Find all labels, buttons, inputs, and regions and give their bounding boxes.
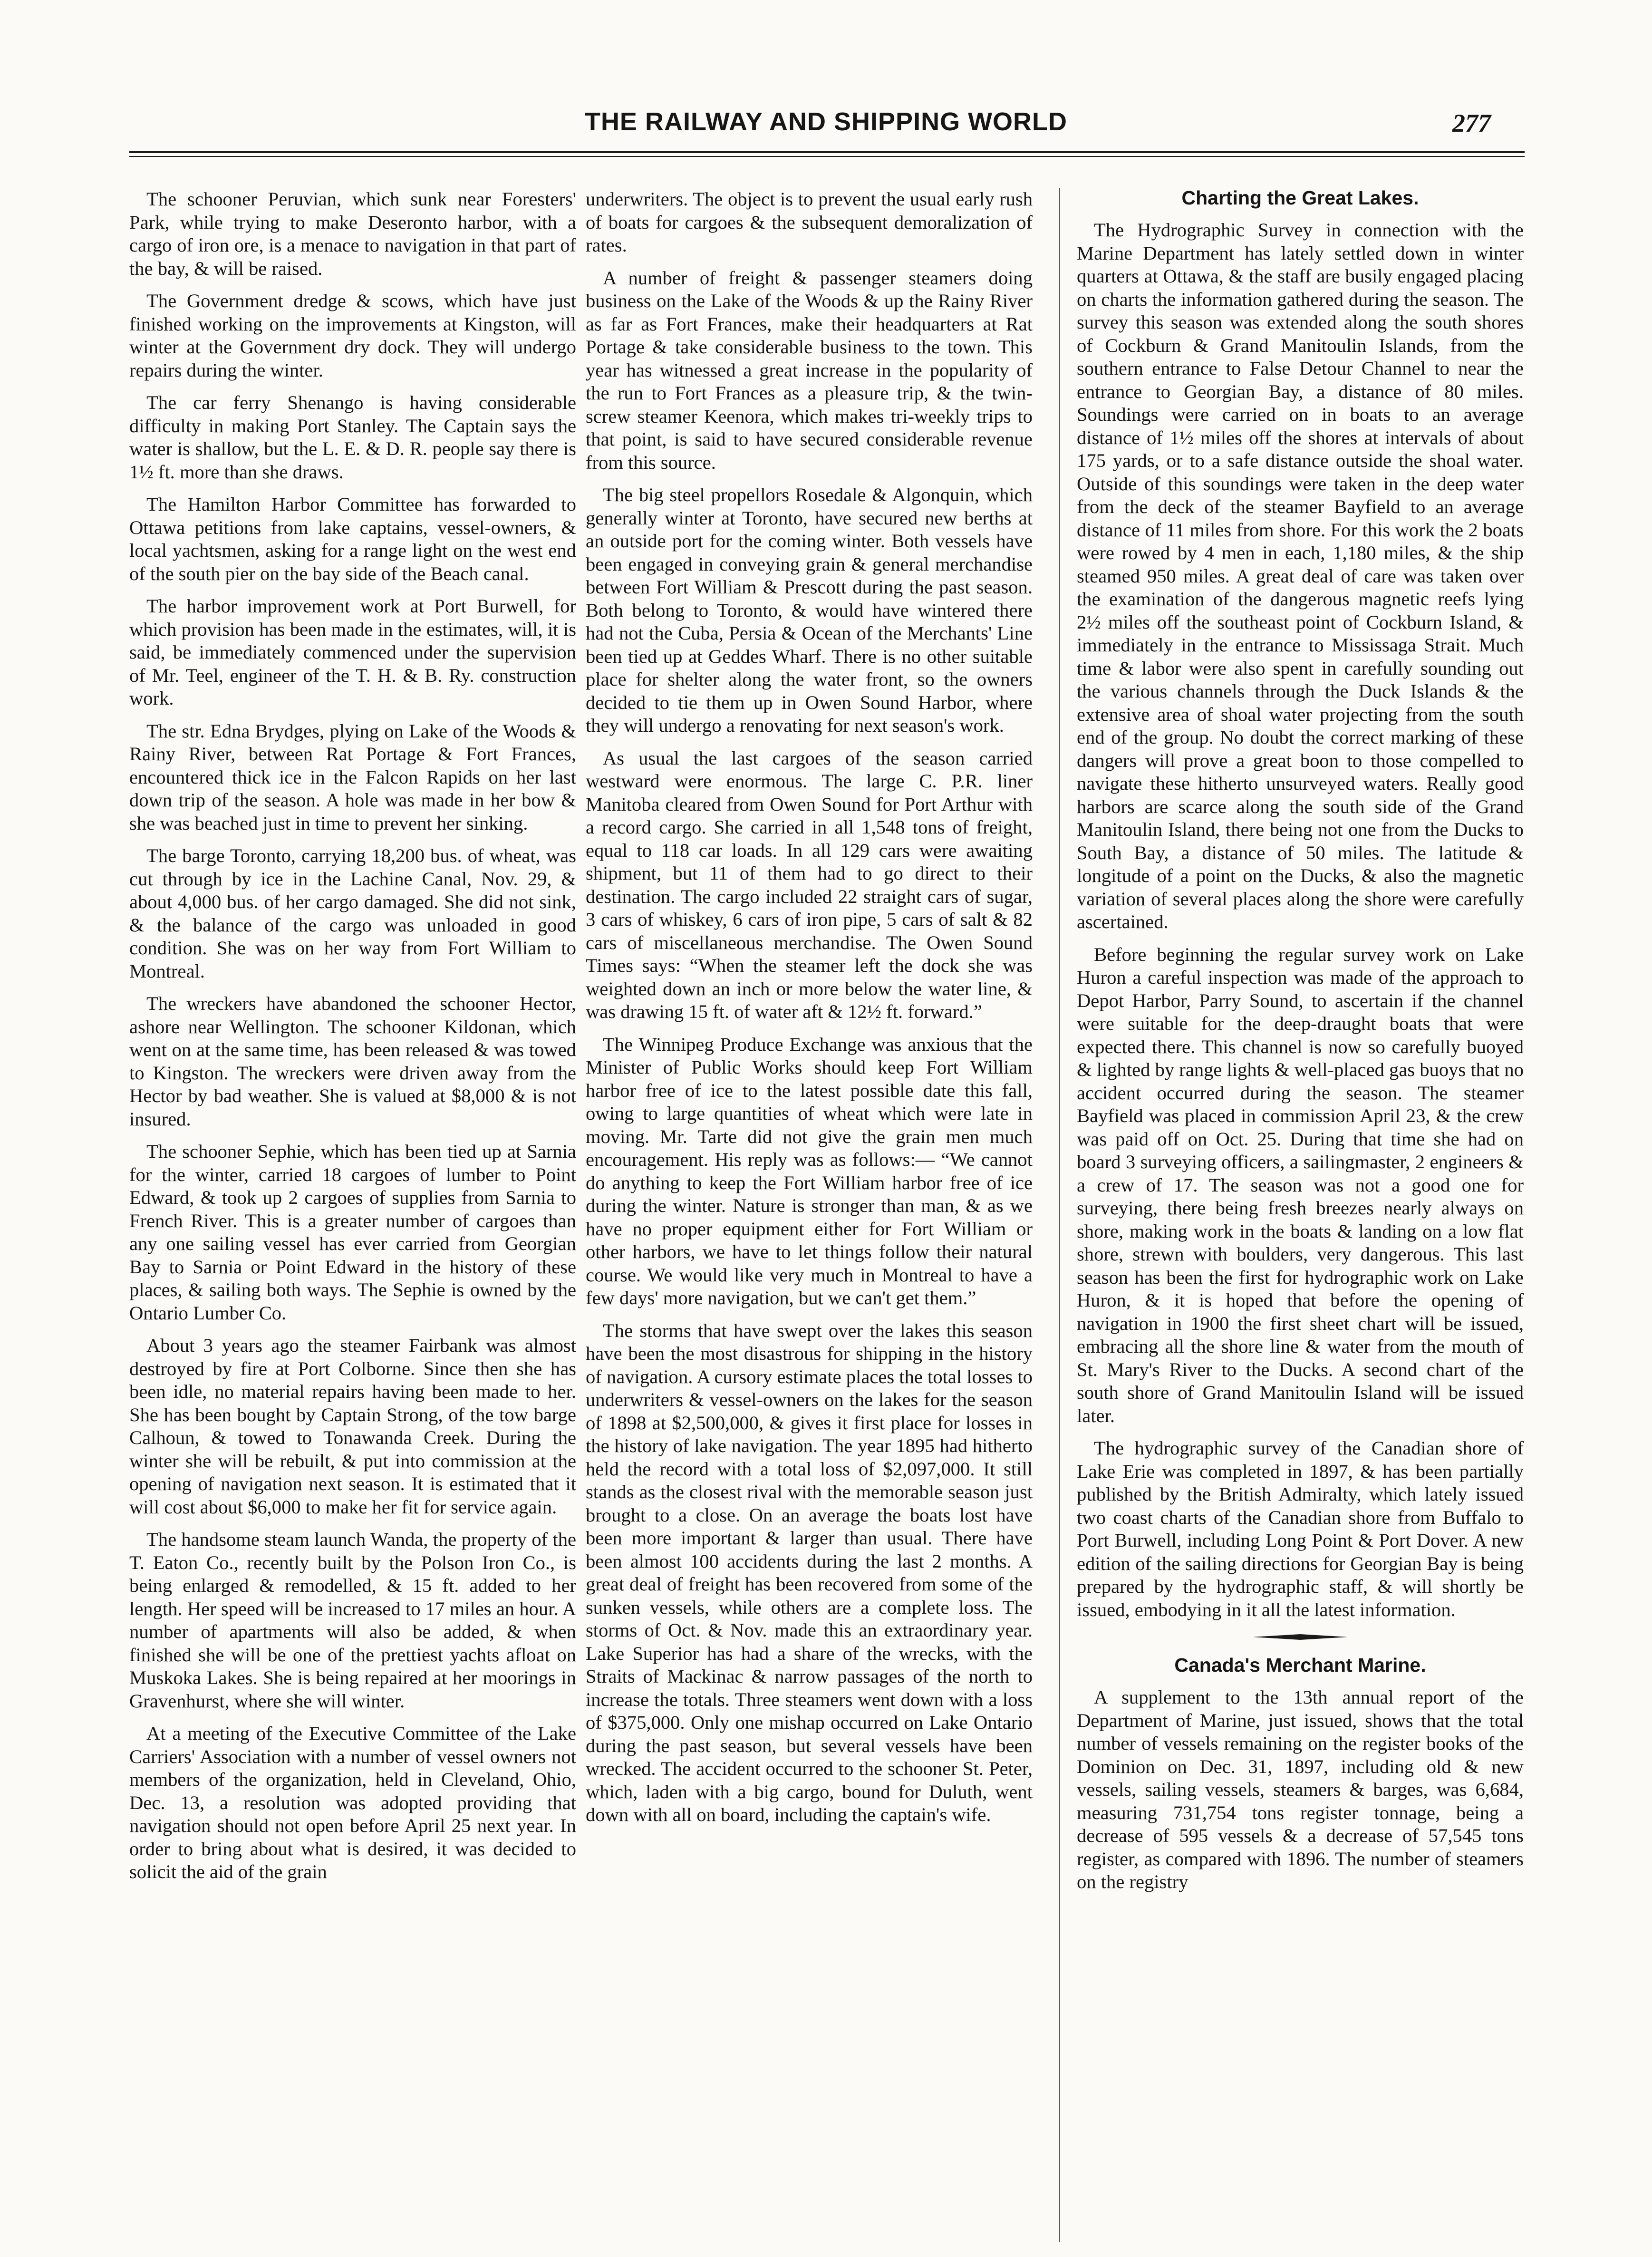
page-number: 277 bbox=[1452, 109, 1491, 137]
section-heading: Canada's Merchant Marine. bbox=[1174, 1654, 1426, 1676]
header-rule bbox=[129, 151, 1525, 153]
article-paragraph: A number of freight & passenger steamers doing business on the Lake of the Woods & up the Rainy River as far as Fort Frances, make their headquarters at Rat Portage & take considerable business to the town. This year has witnessed a great increase in the popularity of the run to Fort Frances as a pleasure trip, & the twin-screw steamer Keenora, which makes tri-weekly trips to that point, is said to have secured considerable revenue from this source. bbox=[586, 267, 1033, 473]
article-paragraph: At a meeting of the Executive Committee of the Lake Carriers' Association with a number of vessel owners not members of the organization, held in Cleveland, Ohio, Dec. 13, a resolution was adopted providing that navigation should not open before April 25 next year. In order to bring about what is desired, it was decided to solicit the aid of the grain bbox=[129, 1723, 576, 1882]
article-paragraph: The str. Edna Brydges, plying on Lake of the Woods & Rainy River, between Rat Portage & Fort Frances, encountered thick ice in the Falcon Rapids on her last down trip of the season. A hole was made in her bow & she was beached just in time to prevent her sinking. bbox=[129, 720, 576, 834]
article-paragraph: The Winnipeg Produce Exchange was anxious that the Minister of Public Works should keep Fort William harbor free of ice to the latest possible date this fall, owing to large quantities of wheat which were late in moving. Mr. Tarte did not give the grain men much encouragement. His reply was as follows:— “We cannot do anything to keep the Fort William harbor free of ice during the winter. Nature is stronger than man, & as we have no proper equipment either for Fort William or other harbors, we have to let things follow their natural course. We would like very much in Montreal to have a few days' more navigation, but we can't get them.” bbox=[586, 1033, 1033, 1308]
article-paragraph: As usual the last cargoes of the season carried westward were enormous. The large C. P.R. liner Manitoba cleared from Owen Sound for Port Arthur with a record cargo. She carried in all 1,548 tons of freight, equal to 118 car loads. In all 129 cars were awaiting shipment, but 11 of them had to go direct to their destination. The cargo included 22 straight cars of sugar, 3 cars of whiskey, 6 cars of iron pipe, 5 cars of salt & 82 cars of miscellaneous merchandise. The Owen Sound Times says: “When the steamer left the dock she was weighted down an inch or more below the water line, & was drawing 15 ft. of water aft & 12½ ft. forward.” bbox=[586, 747, 1033, 1022]
article-paragraph: The barge Toronto, carrying 18,200 bus. of wheat, was cut through by ice in the Lachine Canal, Nov. 29, & about 4,000 bus. of her cargo damaged. She did not sink, & the balance of the cargo was unloaded in good condition. She was on her way from Fort William to Montreal. bbox=[129, 845, 576, 982]
column-2 bbox=[586, 188, 1033, 1827]
article-paragraph: The Hamilton Harbor Committee has forwarded to Ottawa petitions from lake captains, vessel-owners, & local yachtsmen, asking for a range light on the west end of the south pier on the bay side of the Beach canal. bbox=[129, 494, 576, 584]
header-rule-thin bbox=[129, 156, 1525, 157]
article-paragraph: A supplement to the 13th annual report of the Department of Marine, just issued, shows that the total number of vessels remaining on the register books of the Dominion on Dec. 31, 1897, including old & new vessels, sailing vessels, steamers & barges, was 6,684, measuring 731,754 tons register tonnage, being a decrease of 595 vessels & a decrease of 57,545 tons register, as compared with 1896. The number of steamers on the registry bbox=[1077, 1686, 1524, 1892]
article-paragraph: The schooner Sephie, which has been tied up at Sarnia for the winter, carried 18 cargoes of lumber to Point Edward, & took up 2 cargoes of supplies from Sarnia to French River. This is a greater number of cargoes than any one sailing vessel has ever carried from Georgian Bay to Sarnia or Point Edward in the history of these places, & sailing both ways. The Sephie is owned by the Ontario Lumber Co. bbox=[129, 1141, 576, 1324]
article-paragraph: The harbor improvement work at Port Burwell, for which provision has been made in the estimates, will, it is said, be immediately commenced under the supervision of Mr. Teel, engineer of the T. H. & B. Ry. construction work. bbox=[129, 595, 576, 709]
column-3 bbox=[1077, 184, 1524, 1894]
article-paragraph: The hydrographic survey of the Canadian shore of Lake Erie was completed in 1897, & has been partially published by the British Admiralty, which lately issued two coast charts of the Canadian shore from Buffalo to Port Burwell, including Long Point & Port Dover. A new edition of the sailing directions for Georgian Bay is being prepared by the hydrographic staff, & will shortly be issued, embodying in it all the latest information. bbox=[1077, 1437, 1524, 1620]
article-paragraph: Before beginning the regular survey work on Lake Huron a careful inspection was made of the approach to Depot Harbor, Parry Sound, to ascertain if the channel were suitable for the deep-draught boats that were expected there. This channel is now so carefully buoyed & lighted by range lights & well-placed gas buoys that no accident occurred during the season. The steamer Bayfield was placed in commission April 23, & the crew was paid off on Oct. 25. During that time she had on board 3 surveying officers, a sailingmaster, 2 engineers & a crew of 17. The season was not a good one for surveying, there being fresh breezes nearly always on shore, making work in the boats & landing on a low flat shore, strewn with boulders, very dangerous. This last season has been the first for hydrographic work on Lake Huron, & it is hoped that before the opening of navigation in 1900 the first sheet chart will be issued, embracing all the shore line & water from the mouth of St. Mary's River to the Ducks. A second chart of the south shore of Grand Manitoulin Island will be issued later. bbox=[1077, 943, 1524, 1426]
article-paragraph: The big steel propellors Rosedale & Algonquin, which generally winter at Toronto, have secured new berths at an outside port for the coming winter. Both vessels have been engaged in conveying grain & general merchandise between Fort William & Prescott during the past season. Both belong to Toronto, & would have wintered there had not the Cuba, Persia & Ocean of the Merchants' Line been tied up at Geddes Wharf. There is no other suitable place for shelter along the water front, so the owners decided to tie them up in Owen Sound Harbor, where they will undergo a renovating for next season's work. bbox=[586, 484, 1033, 736]
section-divider-ornament bbox=[1253, 1634, 1348, 1640]
section-heading: Charting the Great Lakes. bbox=[1181, 187, 1419, 209]
article-paragraph: The handsome steam launch Wanda, the property of the T. Eaton Co., recently built by the Polson Iron Co., is being enlarged & remodelled, & 15 ft. added to her length. Her speed will be increased to 17 miles an hour. A number of apartments will also be added, & when finished she will be one of the prettiest yachts afloat on Muskoka Lakes. She is being repaired at her moorings in Gravenhurst, where she will winter. bbox=[129, 1529, 576, 1712]
article-paragraph: About 3 years ago the steamer Fairbank was almost destroyed by fire at Port Colborne. Since then she has been idle, no material repairs having been made to her. She has been bought by Captain Strong, of the tow barge Calhoun, & towed to Tonawanda Creek. During the winter she will be rebuilt, & put into commission at the opening of navigation next season. It is estimated that it will cost about $6,000 to make her fit for service again. bbox=[129, 1335, 576, 1518]
article-paragraph: The Government dredge & scows, which have just finished working on the improvements at Kingston, will winter at the Government dry dock. They will undergo repairs during the winter. bbox=[129, 290, 576, 381]
column-1 bbox=[129, 188, 576, 1884]
article-paragraph: The wreckers have abandoned the schooner Hector, ashore near Wellington. The schooner Kildonan, which went on at the same time, has been released & was towed to Kingston. The wreckers were driven away from the Hector by bad weather. She is valued at $8,000 & is not insured. bbox=[129, 993, 576, 1130]
column-divider bbox=[1059, 188, 1060, 2242]
article-paragraph: The Hydrographic Survey in connection with the Marine Department has lately settled down in winter quarters at Ottawa, & the staff are busily engaged placing on charts the information gathered during the season. The survey this season was extended along the south shores of Cockburn & Grand Manitoulin Islands, from the southern entrance to False Detour Channel to near the entrance to Georgian Bay, a distance of 80 miles. Soundings were carried on in boats to an average distance of 1½ miles off the shores at intervals of about 175 yards, or to a safe distance outside the shoal water. Outside of this soundings were taken in the deep water from the deck of the steamer Bayfield to an average distance of 11 miles from shore. For this work the 2 boats were rowed by 4 men in each, 1,180 miles, & the ship steamed 950 miles. A great deal of care was taken over the examination of the dangerous magnetic reefs lying 2½ miles off the southeast point of Cockburn Island, & immediately in the entrance to Mississaga Strait. Much time & labor were also spent in carefully sounding out the various channels through the Duck Islands & the extensive area of shoal water projecting from the south end of the group. No doubt the correct marking of these dangers will prove a great boon to those compelled to navigate these hitherto unsurveyed waters. Really good harbors are scarce along the south side of the Grand Manitoulin Island, there being not one from the Ducks to South Bay, a distance of 50 miles. The latitude & longitude of a point on the Ducks, & also the magnetic variation of several places along the shore were carefully ascertained. bbox=[1077, 219, 1524, 932]
article-paragraph: The schooner Peruvian, which sunk near Foresters' Park, while trying to make Deseronto harbor, with a cargo of iron ore, is a menace to navigation in that part of the bay, & will be raised. bbox=[129, 188, 576, 279]
article-paragraph: The storms that have swept over the lakes this season have been the most disastrous for shipping in the history of navigation. A cursory estimate places the total losses to underwriters & vessel-owners on the lakes for the season of 1898 at $2,500,000, & gives it first place for losses in the history of lake navigation. The year 1895 had hitherto held the record with a total loss of $2,097,000. It still stands as the closest rival with the memorable season just brought to a close. On an average the boats lost have been more important & larger than usual. There have been almost 100 accidents during the last 2 months. A great deal of freight has been recovered from some of the sunken vessels, while others are a complete loss. The storms of Oct. & Nov. made this an extraordinary year. Lake Superior has had a share of the wrecks, with the Straits of Mackinac & narrow passages of the north to increase the totals. Three steamers went down with a loss of $375,000. Only one mishap occurred on Lake Ontario during the past season, but several vessels have been wrecked. The accident occurred to the schooner St. Peter, which, laden with a big cargo, bound for Duluth, went down with all on board, including the captain's wife. bbox=[586, 1319, 1033, 1825]
article-paragraph: The car ferry Shenango is having considerable difficulty in making Port Stanley. The Captain says the water is shallow, but the L. E. & D. R. people say there is 1½ ft. more than she draws. bbox=[129, 392, 576, 483]
article-paragraph: underwriters. The object is to prevent the usual early rush of boats for cargoes & the subsequent demoralization of rates. bbox=[586, 188, 1033, 256]
running-head-title: THE RAILWAY AND SHIPPING WORLD bbox=[584, 107, 1068, 136]
